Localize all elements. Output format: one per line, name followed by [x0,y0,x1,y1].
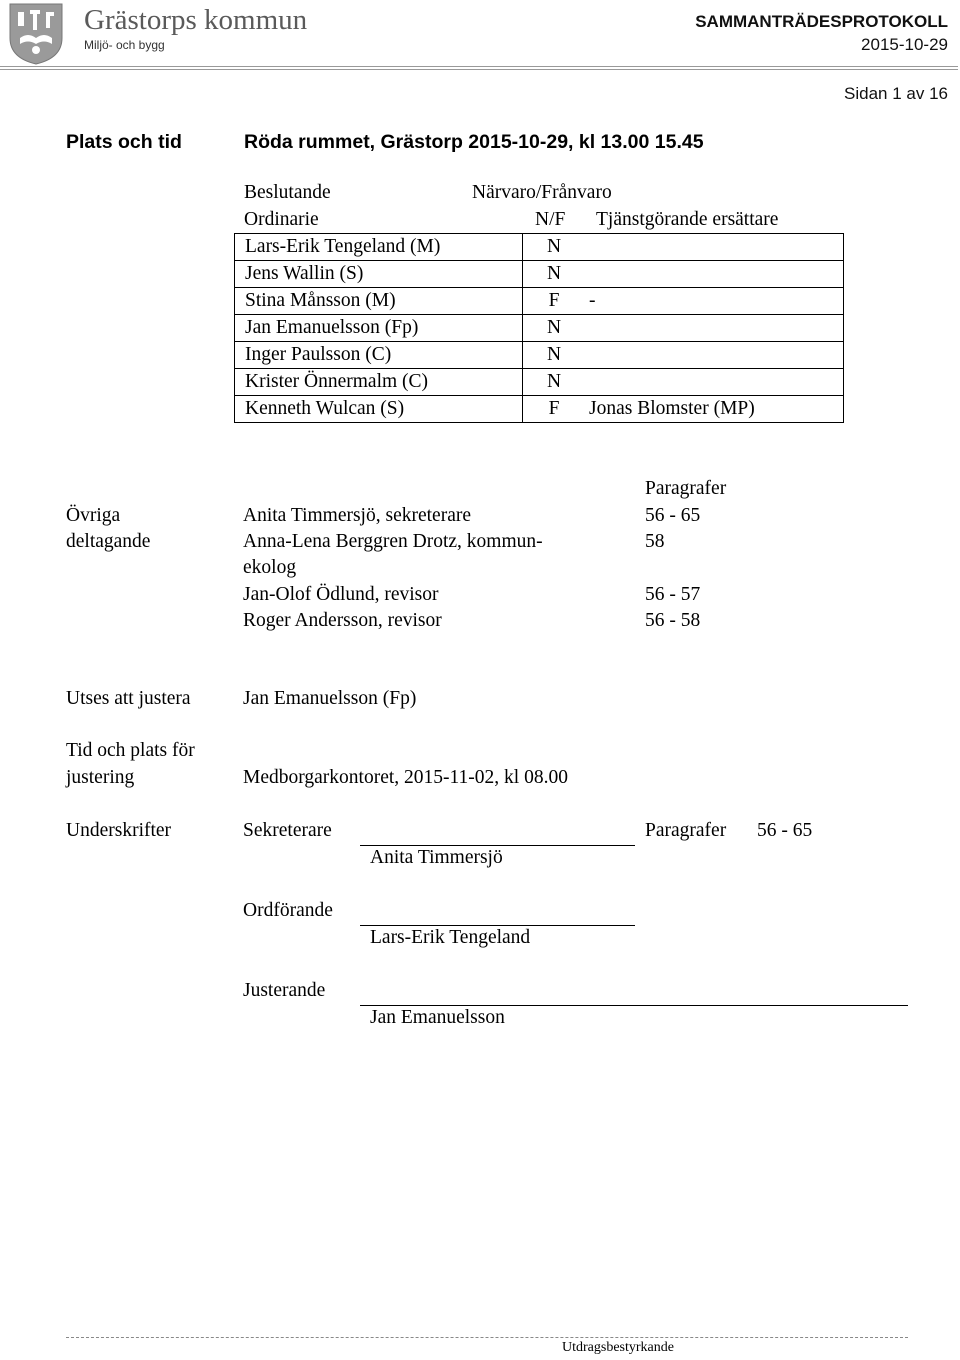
participant-paragraphs: 56 - 65 [645,505,701,526]
attendance-subheading-nf: N/F [535,209,566,230]
adjuster-role: Justerande [243,980,326,1001]
header-divider-2 [0,69,958,70]
secretary-signature-line [360,845,635,846]
member-name: Krister Önnermalm (C) [235,369,523,396]
member-name: Inger Paulsson (C) [235,342,523,369]
member-status: N [523,369,586,396]
protocol-type: SAMMANTRÄDESPROTOKOLL [695,12,948,31]
member-status: N [523,315,586,342]
header-divider [0,66,958,67]
adjust-time-label-line1: Tid och plats för [66,740,195,761]
place-time-value: Röda rummet, Grästorp 2015-10-29, kl 13.00 15.45 [244,131,704,153]
adjuster-signature-line [360,1005,908,1006]
member-substitute [585,234,843,261]
footer-divider [66,1337,908,1338]
member-status: N [523,234,586,261]
table-row [235,342,844,369]
protocol-date: 2015-10-29 [861,35,948,54]
participant-name-continued: ekolog [243,557,297,578]
attendance-subheading-ordinary: Ordinarie [244,209,319,230]
municipality-coat-of-arms-logo [8,2,64,66]
attendance-table [234,233,844,423]
member-name: Kenneth Wulcan (S) [235,396,523,423]
member-name: Jan Emanuelsson (Fp) [235,315,523,342]
member-substitute: - [585,288,843,315]
secretary-name: Anita Timmersjö [370,847,503,868]
table-row [235,234,844,261]
member-substitute [585,369,843,396]
adjuster-name: Jan Emanuelsson [370,1007,505,1028]
others-label-line2: deltagande [66,531,151,552]
signature-paragraphs-label: Paragrafer [645,820,727,841]
others-label-line1: Övriga [66,505,121,526]
member-name: Stina Månsson (M) [235,288,523,315]
paragraphs-heading: Paragrafer [645,478,727,499]
table-row [235,315,844,342]
member-substitute [585,315,843,342]
member-name: Jens Wallin (S) [235,261,523,288]
table-row [235,261,844,288]
member-status: F [523,288,586,315]
participant-paragraphs: 56 - 58 [645,610,701,631]
chair-signature-line [360,925,635,926]
member-substitute: Jonas Blomster (MP) [585,396,843,423]
participant-name: Anita Timmersjö, sekreterare [243,505,471,526]
participant-name: Anna-Lena Berggren Drotz, kommun- [243,531,543,552]
member-status: F [523,396,586,423]
member-name: Lars-Erik Tengeland (M) [235,234,523,261]
attendance-heading-decision-makers: Beslutande [244,182,331,203]
chair-role: Ordförande [243,900,333,921]
signature-paragraphs-value: 56 - 65 [757,820,813,841]
member-status: N [523,342,586,369]
attendance-subheading-substitute: Tjänstgörande ersättare [596,209,779,230]
department-name: Miljö- och bygg [84,38,165,52]
participant-paragraphs: 58 [645,531,665,552]
attendance-heading-presence: Närvaro/Frånvaro [472,182,612,203]
municipality-name: Grästorps kommun [84,4,308,36]
adjuster-value: Jan Emanuelsson (Fp) [243,688,417,709]
adjust-time-value: Medborgarkontoret, 2015-11-02, kl 08.00 [243,767,568,788]
footer-extract-certification: Utdragsbestyrkande [562,1340,674,1355]
chair-name: Lars-Erik Tengeland [370,927,531,948]
participant-name: Jan-Olof Ödlund, revisor [243,584,439,605]
adjust-time-label-line2: justering [66,767,135,788]
table-row [235,369,844,396]
table-row [235,396,844,423]
participant-paragraphs: 56 - 57 [645,584,701,605]
page-number: Sidan 1 av 16 [844,84,948,103]
participant-name: Roger Andersson, revisor [243,610,442,631]
secretary-role: Sekreterare [243,820,332,841]
member-substitute [585,261,843,288]
table-row [235,288,844,315]
place-time-label: Plats och tid [66,131,182,153]
member-status: N [523,261,586,288]
signatures-label: Underskrifter [66,820,172,841]
adjuster-label: Utses att justera [66,688,191,709]
member-substitute [585,342,843,369]
